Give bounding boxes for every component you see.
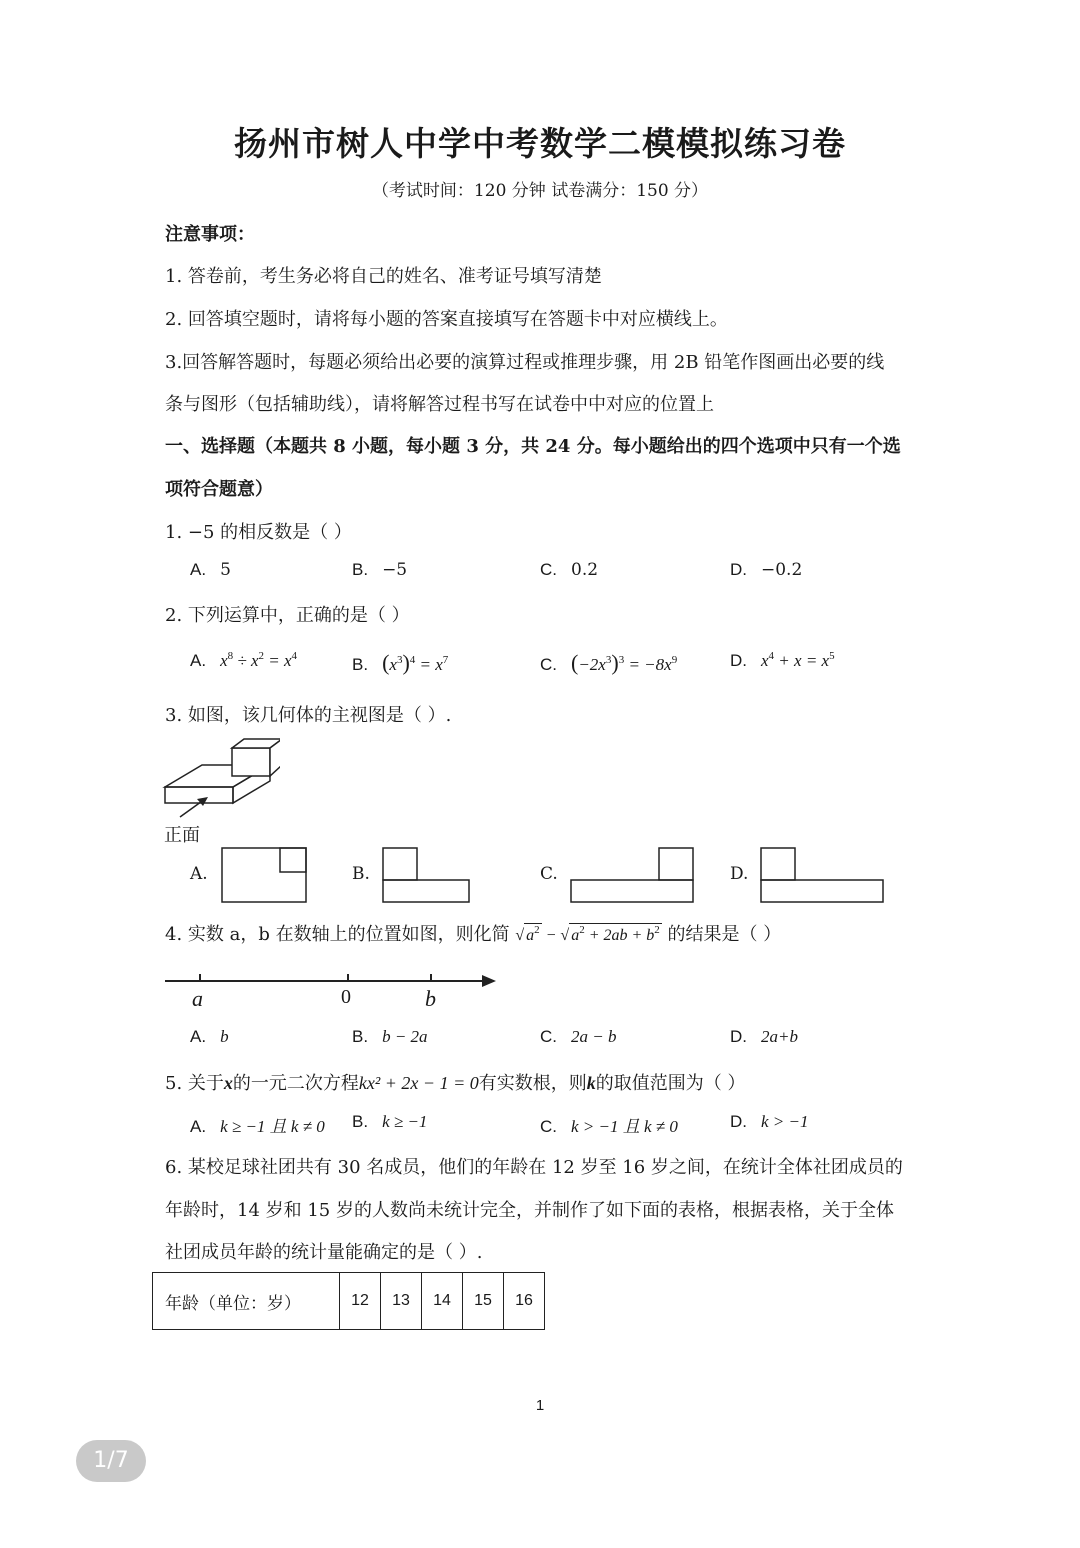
q3-option-b-label[interactable]: B. <box>352 864 370 884</box>
q3-front-label: 正面 <box>164 825 200 846</box>
q6-stem-line: 年龄时，14 岁和 15 岁的人数尚未统计完全，并制作了如下面的表格，根据表格，关于全体 <box>165 1200 894 1221</box>
notice-item: 1. 答卷前，考生务必将自己的姓名、准考证号填写清楚 <box>165 266 602 287</box>
axis-label-b: b <box>425 986 436 1011</box>
q6-stem-line: 社团成员年龄的统计量能确定的是（ ）. <box>165 1242 483 1263</box>
q3-solid-figure <box>160 735 280 827</box>
q4-stem: 4. 实数 a，b 在数轴上的位置如图，则化简 √ $a^2$ − √ $a^2 + 2ab + b^2$ 的结果是（ ） <box>165 924 782 945</box>
q3-stem: 3. 如图，该几何体的主视图是（ ）. <box>165 705 452 726</box>
exam-title: 扬州市树人中学中考数学二模模拟练习卷 <box>234 124 846 163</box>
q4-option-c[interactable]: C. 2a − b <box>540 1027 617 1046</box>
q2-option-c[interactable]: C. $(-2x^3)^3 = -8x^9$ <box>540 650 678 675</box>
q3-option-c-figure[interactable] <box>569 846 697 906</box>
q5-stem: 5. 关于x的一元二次方程kx² + 2x − 1 = 0有实数根，则k的取值范围为（ ） <box>165 1073 746 1094</box>
section-heading-cont: 项符合题意） <box>165 479 273 500</box>
age-cell: 12 <box>340 1273 381 1330</box>
q2-formula-c: $(-2x^3)^3 = -8x^9$ <box>571 650 678 675</box>
page-indicator[interactable]: 1/7 <box>76 1440 146 1482</box>
q4-option-b[interactable]: B. b − 2a <box>352 1027 428 1046</box>
q5-option-c[interactable]: C. k > −1 且 k ≠ 0 <box>540 1117 678 1136</box>
age-cell: 14 <box>422 1273 463 1330</box>
q3-option-b-figure[interactable] <box>381 846 473 906</box>
q5-option-a[interactable]: A. k ≥ −1 且 k ≠ 0 <box>190 1117 325 1136</box>
q6-stem-line: 6. 某校足球社团共有 30 名成员，他们的年龄在 12 岁至 16 岁之间，在统计全体社团成员的 <box>165 1157 903 1178</box>
q2-option-a[interactable]: A. $x^8 \div x^2 = x^4$ <box>190 650 298 670</box>
q4-number-line <box>160 966 505 1016</box>
table-row <box>153 1273 545 1330</box>
q2-formula-d: $x^4 + x = x^5$ <box>761 650 835 670</box>
q3-option-a-figure[interactable] <box>220 846 310 906</box>
notice-item: 条与图形（包括辅助线），请将解答过程书写在试卷中中对应的位置上 <box>165 394 714 415</box>
age-cell: 13 <box>381 1273 422 1330</box>
q1-option-a[interactable]: A. 5 <box>190 560 231 580</box>
q2-formula-a: $x^8 \div x^2 = x^4$ <box>220 650 298 670</box>
q4-option-a[interactable]: A. b <box>190 1027 229 1046</box>
q2-option-b[interactable]: B. $(x^3)^4 = x^7$ <box>352 650 449 675</box>
age-cell: 16 <box>504 1273 545 1330</box>
notice-item: 3.回答解答题时，每题必须给出必要的演算过程或推理步骤，用 2B 铅笔作图画出必要的线 <box>165 352 885 373</box>
q2-option-d[interactable]: D. $x^4 + x = x^5$ <box>730 650 835 670</box>
exam-subtitle: （考试时间：120 分钟 试卷满分：150 分） <box>371 181 709 201</box>
page-number: 1 <box>535 1397 545 1414</box>
q1-stem: 1. −5 的相反数是（ ） <box>165 522 352 543</box>
age-table <box>152 1272 545 1330</box>
q1-option-b[interactable]: B. −5 <box>352 560 408 580</box>
section-heading: 一、选择题（本题共 8 小题，每小题 3 分，共 24 分。每小题给出的四个选项中只有一个选 <box>165 436 901 457</box>
q5-option-b[interactable]: B. k ≥ −1 <box>352 1112 428 1131</box>
q3-option-c-label[interactable]: C. <box>540 864 558 884</box>
axis-label-zero: 0 <box>341 986 351 1008</box>
axis-label-a: a <box>192 986 203 1011</box>
q3-option-d-label[interactable]: D. <box>730 864 749 884</box>
q2-stem: 2. 下列运算中，正确的是（ ） <box>165 605 410 626</box>
age-table-header: 年龄（单位：岁） <box>153 1273 340 1330</box>
age-cell: 15 <box>463 1273 504 1330</box>
q2-formula-b: $(x^3)^4 = x^7$ <box>382 650 449 675</box>
q5-option-d[interactable]: D. k > −1 <box>730 1112 809 1131</box>
q4-expression: √ $a^2$ − √ $a^2 + 2ab + b^2$ <box>515 924 660 944</box>
q3-option-a-label[interactable]: A. <box>190 864 208 884</box>
q1-option-d[interactable]: D. −0.2 <box>730 560 803 580</box>
q1-option-c[interactable]: C. 0.2 <box>540 560 599 580</box>
notice-item: 2. 回答填空题时，请将每小题的答案直接填写在答题卡中对应横线上。 <box>165 309 728 330</box>
notice-heading: 注意事项： <box>165 224 255 245</box>
q4-option-d[interactable]: D. 2a+b <box>730 1027 798 1046</box>
q3-option-d-figure[interactable] <box>759 846 887 906</box>
